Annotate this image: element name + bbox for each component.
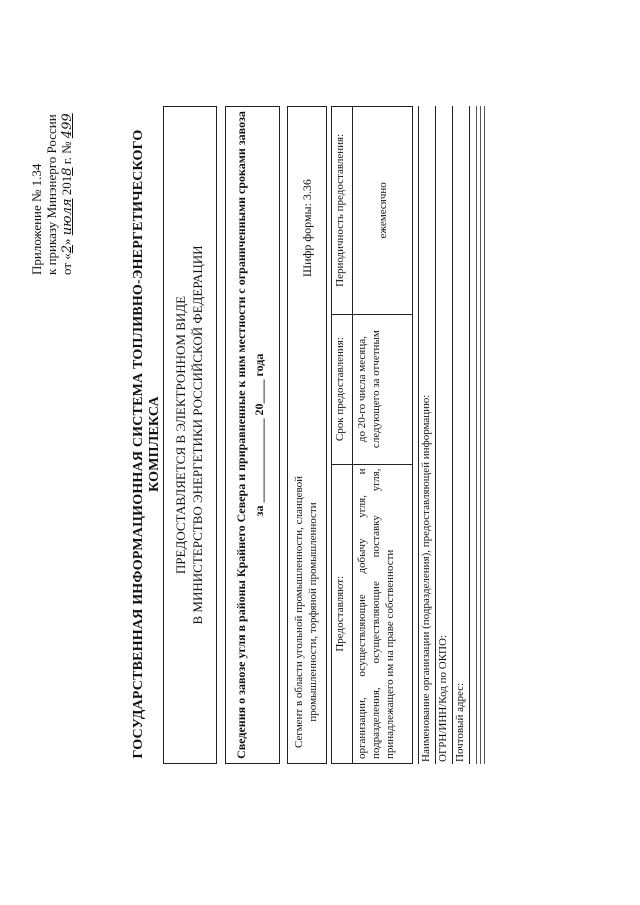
cell-frequency: ежемесячно xyxy=(353,107,413,315)
handwritten-month: июля xyxy=(60,198,75,236)
rule-line xyxy=(484,106,485,764)
segment-text: Сегмент в области угольной промышленности, сланцевой промышленности, торфяной промышленности xyxy=(293,476,319,749)
segment-box xyxy=(287,106,327,764)
appendix-line-1: Приложение № 1.34 xyxy=(29,163,44,275)
submission-line-1: ПРЕДОСТАВЛЯЕТСЯ В ЭЛЕКТРОННОМ ВИДЕ xyxy=(173,295,188,575)
org-name-field: Наименование организации (подразделения), предоставляющей информацию: xyxy=(418,106,436,764)
org-address-field: Почтовый адрес: xyxy=(453,106,470,764)
handwritten-day: 2 xyxy=(60,244,75,254)
handwritten-order-number: 499 xyxy=(60,113,75,139)
org-ogrn-field: ОГРН/ИНН/Код по ОКПО: xyxy=(436,106,453,764)
main-title: ГОСУДАРСТВЕННАЯ ИНФОРМАЦИОННАЯ СИСТЕМА ТОПЛИВНО-ЭНЕРГЕТИЧЕСКОГО КОМПЛЕКСА xyxy=(131,129,162,759)
bottom-rule-lines xyxy=(473,106,493,764)
submission-line-2: В МИНИСТЕРСТВО ЭНЕРГЕТИКИ РОССИЙСКОЙ ФЕДЕРАЦИИ xyxy=(190,245,205,625)
report-title-box xyxy=(225,106,280,764)
report-title-line-1: Сведения о завозе угля в районы Крайнего Севера и приравненные к ним местности с ограниченными сроками завоза xyxy=(234,111,248,759)
header-providers: Предоставляют: xyxy=(332,464,353,763)
header-deadline: Срок предоставления: xyxy=(332,314,353,464)
rule-line xyxy=(480,106,481,764)
appendix-block xyxy=(29,60,75,275)
form-code: Шифр формы: 3.36 xyxy=(300,179,314,277)
appendix-line-3: от «2» июля 2018 г. № 499 xyxy=(59,113,75,275)
handwritten-year-digit: 8 xyxy=(60,167,75,176)
cell-providers: организации, осуществляющие добычу угля, и подразделения, осуществляющие поставку угля, принадлежащего им на праве собственности xyxy=(353,464,413,763)
organization-info xyxy=(418,106,470,764)
submission-table xyxy=(331,106,413,764)
rule-line xyxy=(476,106,477,764)
rotated-page xyxy=(25,22,615,882)
header-frequency: Периодичность предоставления: xyxy=(332,107,353,315)
cell-deadline: до 20-го числа месяца, следующего за отчетным xyxy=(353,314,413,464)
appendix-line-2: к приказу Минэнерго России xyxy=(44,114,59,275)
report-title-line-2: за ______________ 20____ года xyxy=(252,353,266,517)
submission-box xyxy=(163,106,217,764)
